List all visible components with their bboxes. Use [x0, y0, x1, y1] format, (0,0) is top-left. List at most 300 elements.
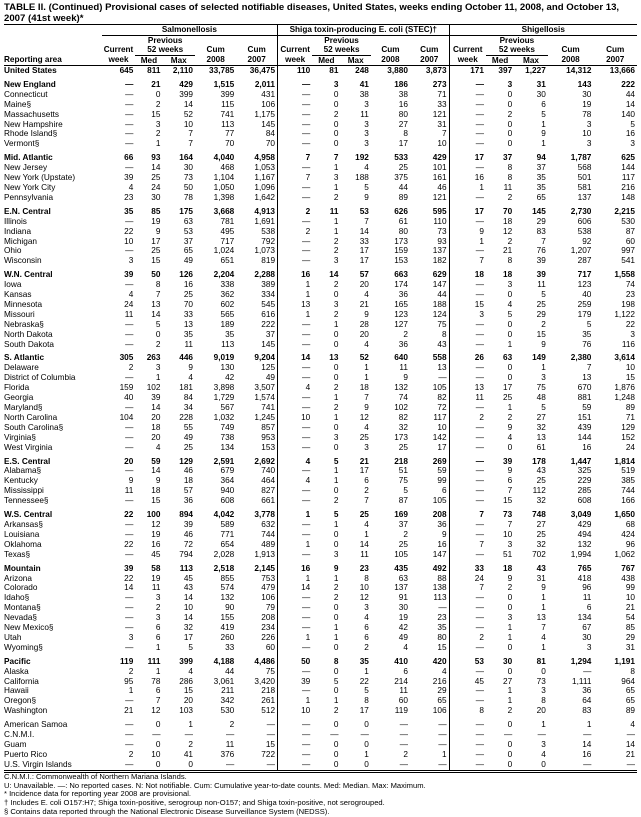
value-cell: 15 — [151, 496, 161, 506]
value-cell: 119 — [394, 706, 408, 716]
value-cell: 51 — [503, 549, 513, 559]
value-cell: 1,994 — [570, 549, 592, 559]
reporting-area-cell: Louisiana — [4, 529, 40, 539]
value-cell: 4 — [541, 632, 546, 642]
value-cell: 36 — [398, 339, 408, 349]
value-cell: — — [125, 422, 134, 432]
value-cell: 792 — [261, 236, 276, 246]
value-cell: — — [449, 613, 486, 623]
value-cell: 65 — [437, 696, 447, 706]
reporting-area-cell: California — [4, 676, 39, 686]
value-cell: 166 — [621, 496, 635, 506]
value-cell: 25 — [359, 432, 369, 442]
value-cell: 4 — [507, 432, 513, 442]
value-cell: 855 — [220, 573, 235, 583]
value-cell: 964 — [621, 676, 635, 686]
value-cell: 4 — [188, 373, 194, 383]
value-cell: 7 — [449, 540, 486, 550]
value-cell: 17 — [503, 383, 513, 393]
value-cell: 43 — [536, 466, 546, 476]
value-cell: — — [449, 100, 486, 110]
value-cell: — — [503, 730, 513, 740]
value-cell: 75 — [398, 476, 408, 486]
value-cell: 25 — [536, 529, 546, 539]
reporting-area-cell: Arizona — [4, 573, 32, 583]
value-cell: 110 — [433, 216, 447, 226]
table-row — [4, 149, 637, 163]
value-cell: — — [195, 760, 236, 770]
value-cell: 19 — [398, 613, 408, 623]
value-cell: — — [449, 320, 486, 330]
reporting-area-cell: New Mexico§ — [4, 623, 54, 633]
value-cell: 179 — [577, 309, 592, 319]
value-cell: 159 — [119, 383, 134, 393]
value-cell: 0 — [333, 642, 339, 652]
value-cell: 1,248 — [614, 393, 635, 403]
value-cell: — — [125, 442, 134, 452]
table-row — [4, 530, 637, 540]
value-cell: 25 — [536, 476, 546, 486]
value-cell: — — [449, 423, 486, 433]
value-cell: 1 — [507, 339, 513, 349]
value-cell: 15 — [265, 740, 276, 749]
value-cell: 0 — [333, 422, 339, 432]
value-cell: — — [438, 740, 447, 749]
value-cell: — — [449, 433, 486, 443]
value-cell: 41 — [359, 79, 369, 89]
value-cell: — — [278, 256, 313, 266]
value-cell: 0 — [162, 760, 195, 770]
reporting-area-cell: Vermont§ — [4, 139, 40, 149]
table-row — [4, 520, 637, 530]
value-cell: 286 — [179, 676, 194, 686]
value-cell: 53 — [359, 206, 369, 216]
value-cell: 15 — [536, 329, 546, 339]
value-cell: 2 — [507, 583, 513, 593]
value-cell: 9 — [507, 466, 513, 476]
value-cell: 13 — [151, 299, 161, 309]
value-cell: 24 — [124, 299, 134, 309]
table-row — [4, 443, 637, 453]
value-cell: 145 — [261, 339, 276, 349]
value-cell: — — [278, 740, 313, 750]
value-cell: — — [438, 730, 447, 740]
value-cell: — — [449, 550, 486, 560]
value-cell: 11 — [449, 393, 486, 403]
value-cell: 1 — [155, 642, 161, 652]
value-cell: — — [125, 496, 134, 506]
value-cell: 1,515 — [213, 79, 235, 89]
value-cell: 1 — [333, 319, 339, 329]
reporting-area-cell: Minnesota — [4, 299, 43, 309]
table-row — [4, 466, 637, 476]
value-cell: 25 — [359, 510, 369, 520]
table-row — [4, 403, 637, 413]
value-cell: 0 — [541, 666, 546, 676]
value-cell: 2 — [333, 236, 339, 246]
value-cell: 7 — [541, 236, 546, 246]
value-cell: — — [125, 642, 134, 652]
value-cell: 0 — [333, 339, 339, 349]
value-cell: 30 — [536, 89, 546, 99]
value-cell: 35 — [124, 206, 134, 216]
value-cell: — — [449, 520, 486, 530]
value-cell: 11 — [124, 309, 134, 319]
value-cell: 14 — [359, 539, 369, 549]
value-cell: — — [449, 643, 486, 653]
reporting-area-cell: American Samoa — [4, 720, 68, 730]
table-row — [4, 496, 637, 506]
value-cell: — — [278, 466, 313, 476]
value-cell: 112 — [532, 486, 546, 496]
table-row — [4, 340, 637, 350]
value-cell: 39 — [124, 270, 134, 280]
value-cell: 25 — [536, 299, 546, 309]
value-cell: — — [449, 163, 486, 173]
value-cell: 66 — [124, 153, 134, 163]
table-row — [4, 506, 637, 520]
value-cell: 186 — [394, 79, 408, 89]
value-cell: 376 — [220, 749, 235, 759]
value-cell: 26 — [449, 349, 486, 363]
value-cell: 81 — [536, 656, 546, 666]
value-cell: 52 — [359, 353, 369, 363]
current-header: Current — [278, 45, 313, 55]
value-cell: 541 — [621, 256, 635, 266]
footnote-line: U: Unavailable. —: No reported cases. N: Not notifiable. Cum: Cumulative year-to-date counts. Med: Median. Max: Maximum. — [4, 780, 426, 790]
value-cell: — — [449, 667, 486, 677]
value-cell: 228 — [179, 412, 194, 422]
value-cell: 75 — [437, 319, 447, 329]
value-cell: 269 — [432, 456, 447, 466]
value-cell: 83 — [536, 226, 546, 236]
value-cell: — — [278, 393, 313, 403]
value-cell: 96 — [582, 583, 592, 593]
value-cell: 0 — [333, 529, 339, 539]
value-cell: 645 — [119, 66, 134, 75]
value-cell: 70 — [503, 206, 513, 216]
value-cell: 261 — [261, 696, 276, 706]
value-cell: 1 — [333, 466, 339, 476]
value-cell: 124 — [432, 309, 447, 319]
value-cell: 0 — [507, 119, 513, 129]
max-header: Max — [340, 55, 370, 66]
value-cell: 13 — [449, 383, 486, 393]
value-cell: 3 — [541, 740, 546, 749]
value-cell: — — [449, 90, 486, 100]
value-cell: — — [278, 760, 313, 770]
value-cell: 44 — [398, 182, 408, 192]
value-cell: 43 — [183, 583, 194, 593]
value-cell: 606 — [577, 216, 592, 226]
value-cell: 589 — [220, 519, 235, 529]
value-cell: 74 — [398, 393, 408, 403]
value-cell: 0 — [155, 720, 161, 730]
table-row — [4, 686, 637, 696]
value-cell: 7 — [364, 393, 369, 403]
value-cell: 19 — [151, 573, 161, 583]
value-cell: 1 — [541, 720, 546, 730]
value-cell: 59 — [437, 466, 447, 476]
value-cell: — — [278, 613, 313, 623]
value-cell: 0 — [333, 139, 339, 149]
value-cell: 25 — [183, 290, 194, 300]
value-cell: 4 — [128, 290, 134, 300]
value-cell: 595 — [432, 206, 447, 216]
value-cell: 8 — [507, 163, 513, 173]
value-cell: 3 — [364, 119, 369, 129]
value-cell: 129 — [621, 422, 635, 432]
value-cell: 35 — [582, 329, 592, 339]
value-cell: 50 — [278, 653, 313, 667]
table-row — [4, 163, 637, 173]
value-cell: — — [125, 373, 134, 383]
value-cell: 0 — [507, 642, 513, 652]
value-cell: 1,294 — [570, 656, 592, 666]
value-cell: 137 — [432, 246, 447, 256]
value-cell: 6 — [541, 99, 546, 109]
value-cell: 7 — [333, 153, 339, 163]
value-cell: 53 — [449, 653, 486, 667]
value-cell: 260 — [220, 632, 235, 642]
value-cell: 74 — [625, 280, 635, 290]
value-cell: 9 — [403, 373, 408, 383]
value-cell: 14 — [278, 349, 313, 363]
value-cell: 30 — [398, 603, 408, 613]
value-cell: 13 — [183, 319, 194, 329]
table-row — [4, 583, 637, 593]
value-cell: 2 — [155, 99, 161, 109]
value-cell: 3 — [507, 613, 513, 623]
reporting-area-cell: Ohio — [4, 246, 22, 256]
value-cell: 214 — [394, 676, 408, 686]
value-cell: 7 — [278, 149, 313, 163]
value-cell: 9 — [507, 422, 513, 432]
value-cell: — — [410, 760, 449, 770]
value-cell: 1 — [155, 666, 161, 676]
value-cell: 11 — [503, 182, 513, 192]
value-cell: 36 — [582, 686, 592, 696]
value-cell: 18 — [183, 476, 194, 486]
value-cell: 104 — [119, 412, 134, 422]
value-cell: 7 — [155, 696, 161, 706]
value-cell: 3,507 — [254, 383, 276, 393]
value-cell: 567 — [220, 403, 235, 412]
value-cell: 222 — [621, 79, 635, 89]
value-cell: 2,011 — [254, 79, 276, 89]
value-cell: 781 — [220, 216, 235, 226]
value-cell: 29 — [625, 632, 635, 642]
value-cell: 654 — [220, 539, 235, 549]
value-cell: 0 — [507, 749, 513, 759]
value-cell: 13 — [536, 613, 546, 623]
value-cell: 702 — [532, 549, 546, 559]
value-cell: 0 — [514, 760, 548, 770]
value-cell: 10 — [278, 706, 313, 716]
value-cell: 722 — [261, 749, 276, 759]
value-cell: 72 — [183, 539, 194, 549]
value-cell: 0 — [333, 603, 339, 613]
value-cell: — — [360, 730, 369, 740]
value-cell: 10 — [625, 593, 635, 603]
value-cell: 10 — [124, 236, 134, 246]
value-cell: — — [449, 476, 486, 486]
table-row — [4, 677, 637, 687]
value-cell: 771 — [220, 529, 235, 539]
value-cell: 32 — [183, 623, 194, 633]
value-cell: — — [278, 183, 313, 193]
value-cell: 0 — [507, 720, 513, 730]
value-cell: 0 — [155, 89, 161, 99]
value-cell: 27 — [536, 519, 546, 529]
value-cell: 0 — [333, 363, 339, 373]
value-cell: 7 — [188, 139, 194, 149]
value-cell: 2 — [278, 227, 313, 237]
value-cell: 92 — [582, 236, 592, 246]
value-cell: 17 — [151, 236, 161, 246]
table-row — [4, 760, 637, 770]
reporting-area-cell: Texas§ — [4, 549, 31, 559]
value-cell: 1,650 — [614, 510, 635, 520]
value-cell: 43 — [536, 563, 546, 573]
value-cell: 171 — [449, 66, 486, 76]
reporting-area-cell: Georgia — [4, 393, 34, 403]
value-cell: 767 — [621, 563, 635, 573]
value-cell: 8 — [155, 280, 161, 290]
value-cell: — — [125, 623, 134, 633]
table-row — [4, 476, 637, 486]
value-cell: 7 — [278, 173, 313, 183]
value-cell: 1 — [507, 403, 513, 412]
max-header: Max — [162, 55, 195, 66]
med-header: Med — [486, 55, 514, 66]
value-cell: 175 — [179, 206, 194, 216]
value-cell: 9 — [128, 476, 134, 486]
value-cell: — — [125, 730, 134, 740]
value-cell: 44 — [625, 89, 635, 99]
value-cell: 741 — [220, 109, 235, 119]
value-cell: — — [278, 530, 313, 540]
value-cell: 17 — [449, 203, 486, 217]
value-cell: 263 — [146, 353, 161, 363]
value-cell: 87 — [625, 226, 635, 236]
value-cell: 18 — [503, 563, 513, 573]
value-cell: 31 — [536, 573, 546, 583]
value-cell: 2 — [333, 593, 339, 603]
value-cell: 663 — [394, 270, 408, 280]
value-cell: — — [278, 237, 313, 247]
value-cell: — — [125, 139, 134, 149]
value-cell: — — [125, 529, 134, 539]
table-row — [4, 653, 637, 667]
value-cell: 16 — [183, 280, 194, 290]
value-cell: 10 — [582, 129, 592, 139]
value-cell: 1 — [333, 226, 339, 236]
value-cell: — — [449, 340, 486, 350]
value-cell: 1 — [155, 139, 161, 149]
value-cell: — — [278, 163, 313, 173]
value-cell: 4 — [128, 182, 134, 192]
value-cell: 89 — [625, 403, 635, 412]
value-cell: 1 — [364, 666, 369, 676]
value-cell: 248 — [355, 66, 369, 75]
table-row — [4, 290, 637, 300]
value-cell: 2 — [128, 666, 134, 676]
reporting-area-header: Reporting area — [4, 55, 102, 66]
cum-header: Cum — [247, 45, 266, 55]
table-row — [4, 66, 637, 76]
year-2007-header: 2007 — [410, 55, 449, 66]
reporting-area-cell: South Dakota — [4, 339, 54, 349]
value-cell: 25 — [151, 173, 161, 183]
cum-header: Cum — [606, 45, 625, 55]
value-cell: 9 — [449, 227, 486, 237]
value-cell: 44 — [437, 290, 447, 300]
value-cell: 1,814 — [614, 456, 635, 466]
value-cell: 0 — [507, 139, 513, 149]
value-cell: 34 — [183, 403, 194, 412]
value-cell: 5 — [188, 642, 194, 652]
value-cell: 0 — [507, 89, 513, 99]
value-cell: 76 — [536, 246, 546, 256]
value-cell: 169 — [394, 510, 408, 520]
cum-header: Cum — [420, 45, 439, 55]
value-cell: 468 — [220, 163, 235, 173]
value-cell: 12 — [151, 706, 161, 716]
reporting-area-cell: New York (Upstate) — [4, 173, 76, 183]
value-cell: 2 — [507, 109, 513, 119]
table-row — [4, 574, 637, 584]
value-cell: 3,049 — [570, 510, 592, 520]
current-header: Current — [103, 45, 134, 55]
value-cell: 116 — [621, 339, 635, 349]
value-cell: 29 — [536, 309, 546, 319]
value-cell: — — [583, 730, 592, 740]
value-cell: 16 — [582, 749, 592, 759]
value-cell: 70 — [265, 139, 276, 149]
value-cell: 10 — [151, 749, 161, 759]
value-cell: 15 — [151, 109, 161, 119]
value-cell: 0 — [155, 329, 161, 339]
value-cell: 0 — [333, 89, 339, 99]
value-cell: 40 — [582, 290, 592, 300]
value-cell: 3 — [333, 173, 339, 183]
value-cell: 11 — [329, 206, 339, 216]
current-header: Current — [449, 45, 486, 55]
value-cell: — — [449, 76, 486, 90]
cum-header: Cum — [381, 45, 400, 55]
value-cell: 0 — [333, 539, 339, 549]
value-cell: 100 — [146, 510, 161, 520]
value-cell: 153 — [394, 256, 408, 266]
table-row — [4, 246, 637, 256]
value-cell: 608 — [220, 496, 235, 506]
table-row — [4, 129, 637, 139]
value-cell: 2 — [507, 192, 513, 202]
report-page — [4, 0, 637, 817]
value-cell: 8 — [449, 706, 486, 716]
value-cell: 73 — [437, 226, 447, 236]
value-cell: 5 — [364, 686, 369, 696]
value-cell: 9,019 — [213, 353, 235, 363]
value-cell: 3 — [155, 363, 161, 373]
value-cell: 105 — [432, 383, 447, 393]
value-cell: 2,215 — [614, 206, 635, 216]
value-cell: 2,145 — [254, 563, 276, 573]
value-cell: — — [125, 246, 134, 256]
value-cell: 39 — [183, 519, 194, 529]
value-cell: 2 — [364, 486, 369, 496]
